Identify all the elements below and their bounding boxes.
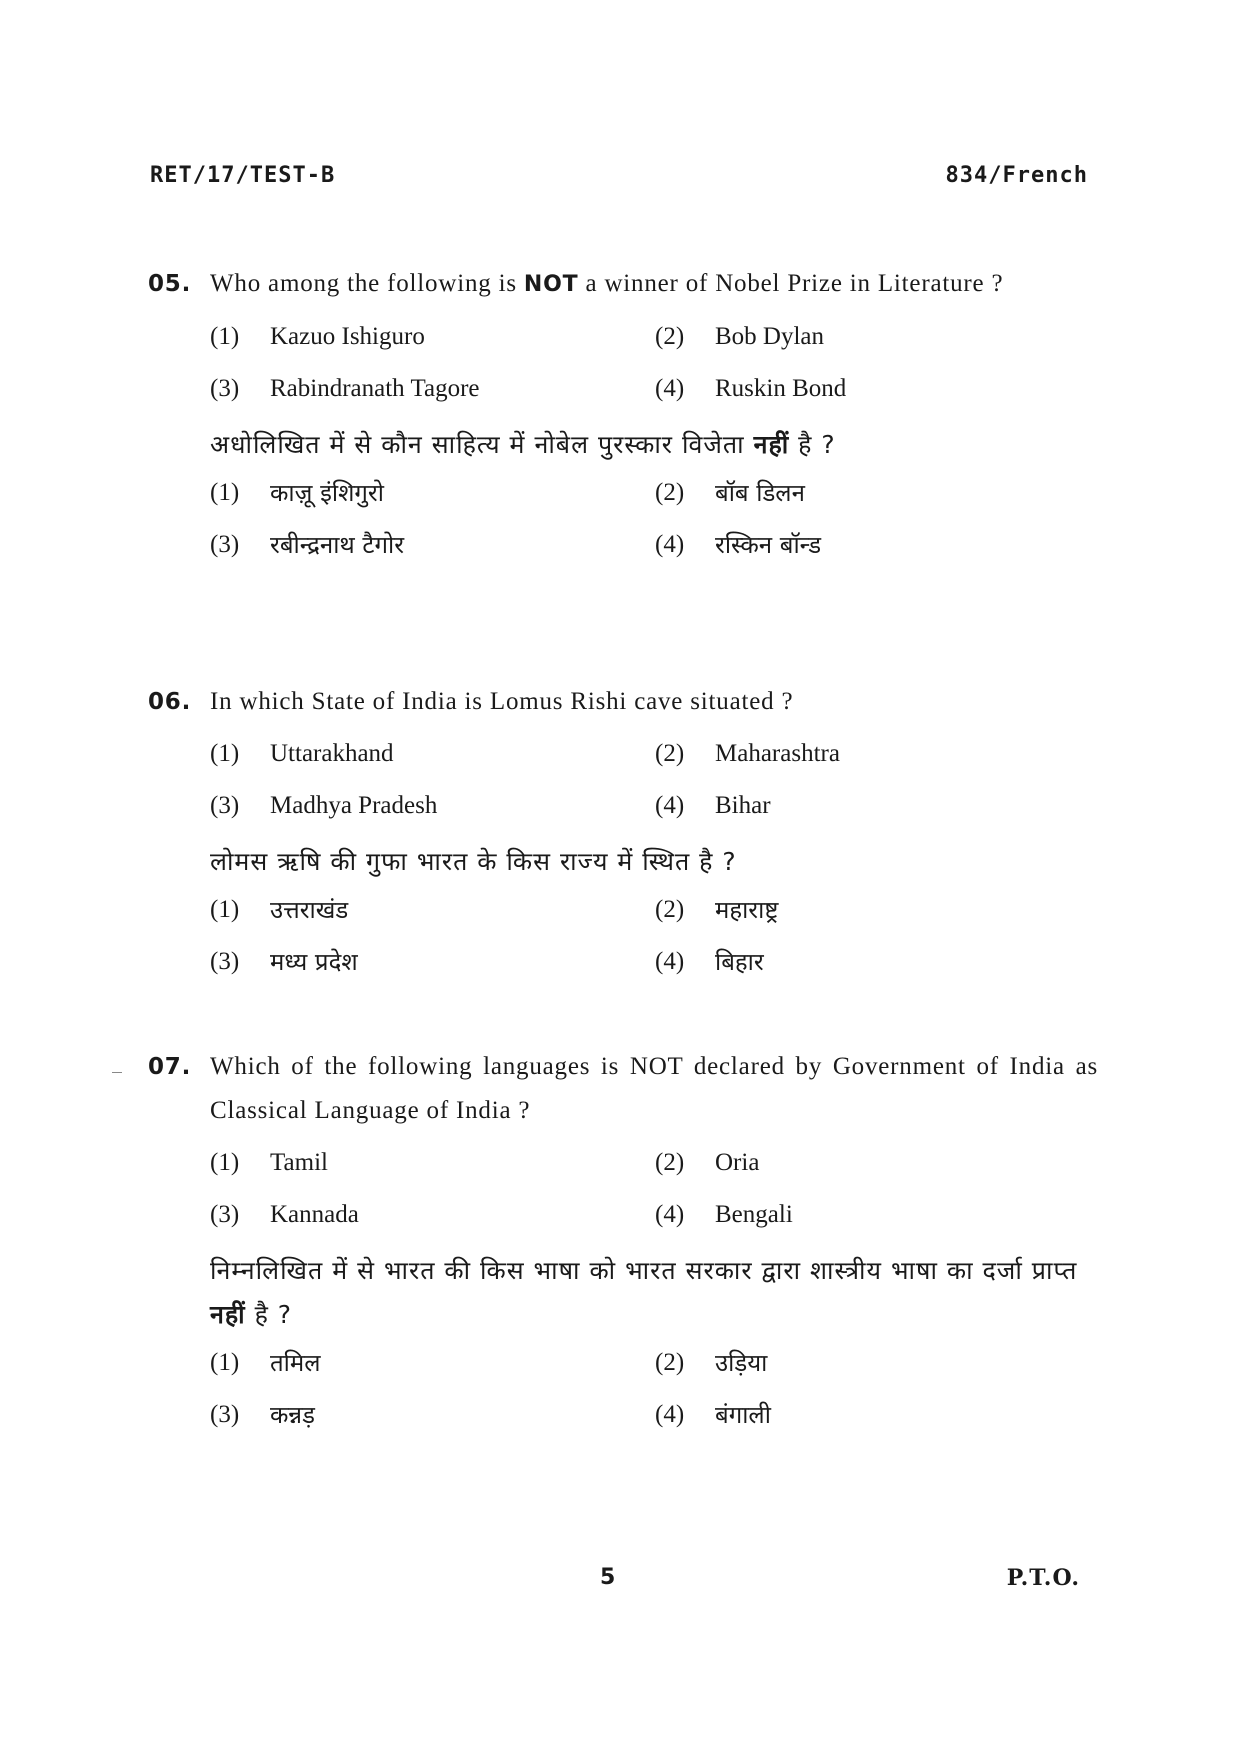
option-1-hindi: (1) तमिल xyxy=(210,1349,321,1377)
options-english xyxy=(210,311,1098,415)
option-2: (2) Maharashtra xyxy=(655,740,840,767)
question-07 xyxy=(148,1045,1098,1441)
question-number: 05. xyxy=(148,271,192,297)
option-2: (2) Oria xyxy=(655,1149,760,1176)
please-turn-over: P.T.O. xyxy=(1006,1565,1080,1591)
margin-mark xyxy=(112,1072,122,1073)
question-text-hindi: अधोलिखित में से कौन साहित्य में नोबेल पुरस्कार विजेता नहीं है ? xyxy=(210,430,836,459)
question-05 xyxy=(148,262,1098,571)
question-06 xyxy=(148,680,1098,988)
options-hindi xyxy=(210,884,1098,988)
question-text: In which State of India is Lomus Rishi cave situated ? xyxy=(210,688,794,715)
option-3: (3) Kannada xyxy=(210,1201,359,1228)
option-3-hindi: (3) कन्नड़ xyxy=(210,1401,315,1429)
option-2-hindi: (2) महाराष्ट्र xyxy=(655,896,779,924)
option-4-hindi: (4) बंगाली xyxy=(655,1401,771,1429)
subject-code: 834/French xyxy=(945,163,1088,188)
option-3-hindi: (3) मध्य प्रदेश xyxy=(210,948,358,976)
option-1: (1) Uttarakhand xyxy=(210,740,394,767)
option-4: (4) Bengali xyxy=(655,1201,793,1228)
option-4: (4) Bihar xyxy=(655,792,771,819)
option-2: (2) Bob Dylan xyxy=(655,323,825,350)
option-3: (3) Rabindranath Tagore xyxy=(210,375,480,402)
question-text-hindi: निम्नलिखित में से भारत की किस भाषा को भारत सरकार द्वारा शास्त्रीय भाषा का दर्जा प्राप्त नहीं है ? xyxy=(210,1256,1078,1329)
option-2-hindi: (2) बॉब डिलन xyxy=(655,479,805,507)
option-3: (3) Madhya Pradesh xyxy=(210,792,438,819)
options-english xyxy=(210,728,1098,832)
option-4-hindi: (4) बिहार xyxy=(655,948,764,976)
option-4: (4) Ruskin Bond xyxy=(655,375,847,402)
options-hindi xyxy=(210,1337,1098,1441)
option-1-hindi: (1) काज़ू इंशिगुरो xyxy=(210,479,384,507)
option-1-hindi: (1) उत्तराखंड xyxy=(210,896,349,924)
question-number: 06. xyxy=(148,689,192,715)
question-text-hindi: लोमस ऋषि की गुफा भारत के किस राज्य में स्थित है ? xyxy=(210,847,737,876)
question-text: Who among the following is NOT a winner of Nobel Prize in Literature ? xyxy=(210,270,1004,297)
option-1: (1) Tamil xyxy=(210,1149,328,1176)
option-4-hindi: (4) रस्किन बॉन्ड xyxy=(655,531,822,559)
test-code: RET/17/TEST-B xyxy=(150,163,336,188)
option-3-hindi: (3) रबीन्द्रनाथ टैगोर xyxy=(210,531,405,559)
options-hindi xyxy=(210,467,1098,571)
options-english xyxy=(210,1137,1098,1241)
question-number: 07. xyxy=(148,1054,192,1080)
option-2-hindi: (2) उड़िया xyxy=(655,1349,768,1377)
option-1: (1) Kazuo Ishiguro xyxy=(210,323,425,350)
question-text: Which of the following languages is NOT declared by Government of India as Classical Language of India ? xyxy=(210,1053,1098,1124)
page-number: 5 xyxy=(600,1565,616,1590)
